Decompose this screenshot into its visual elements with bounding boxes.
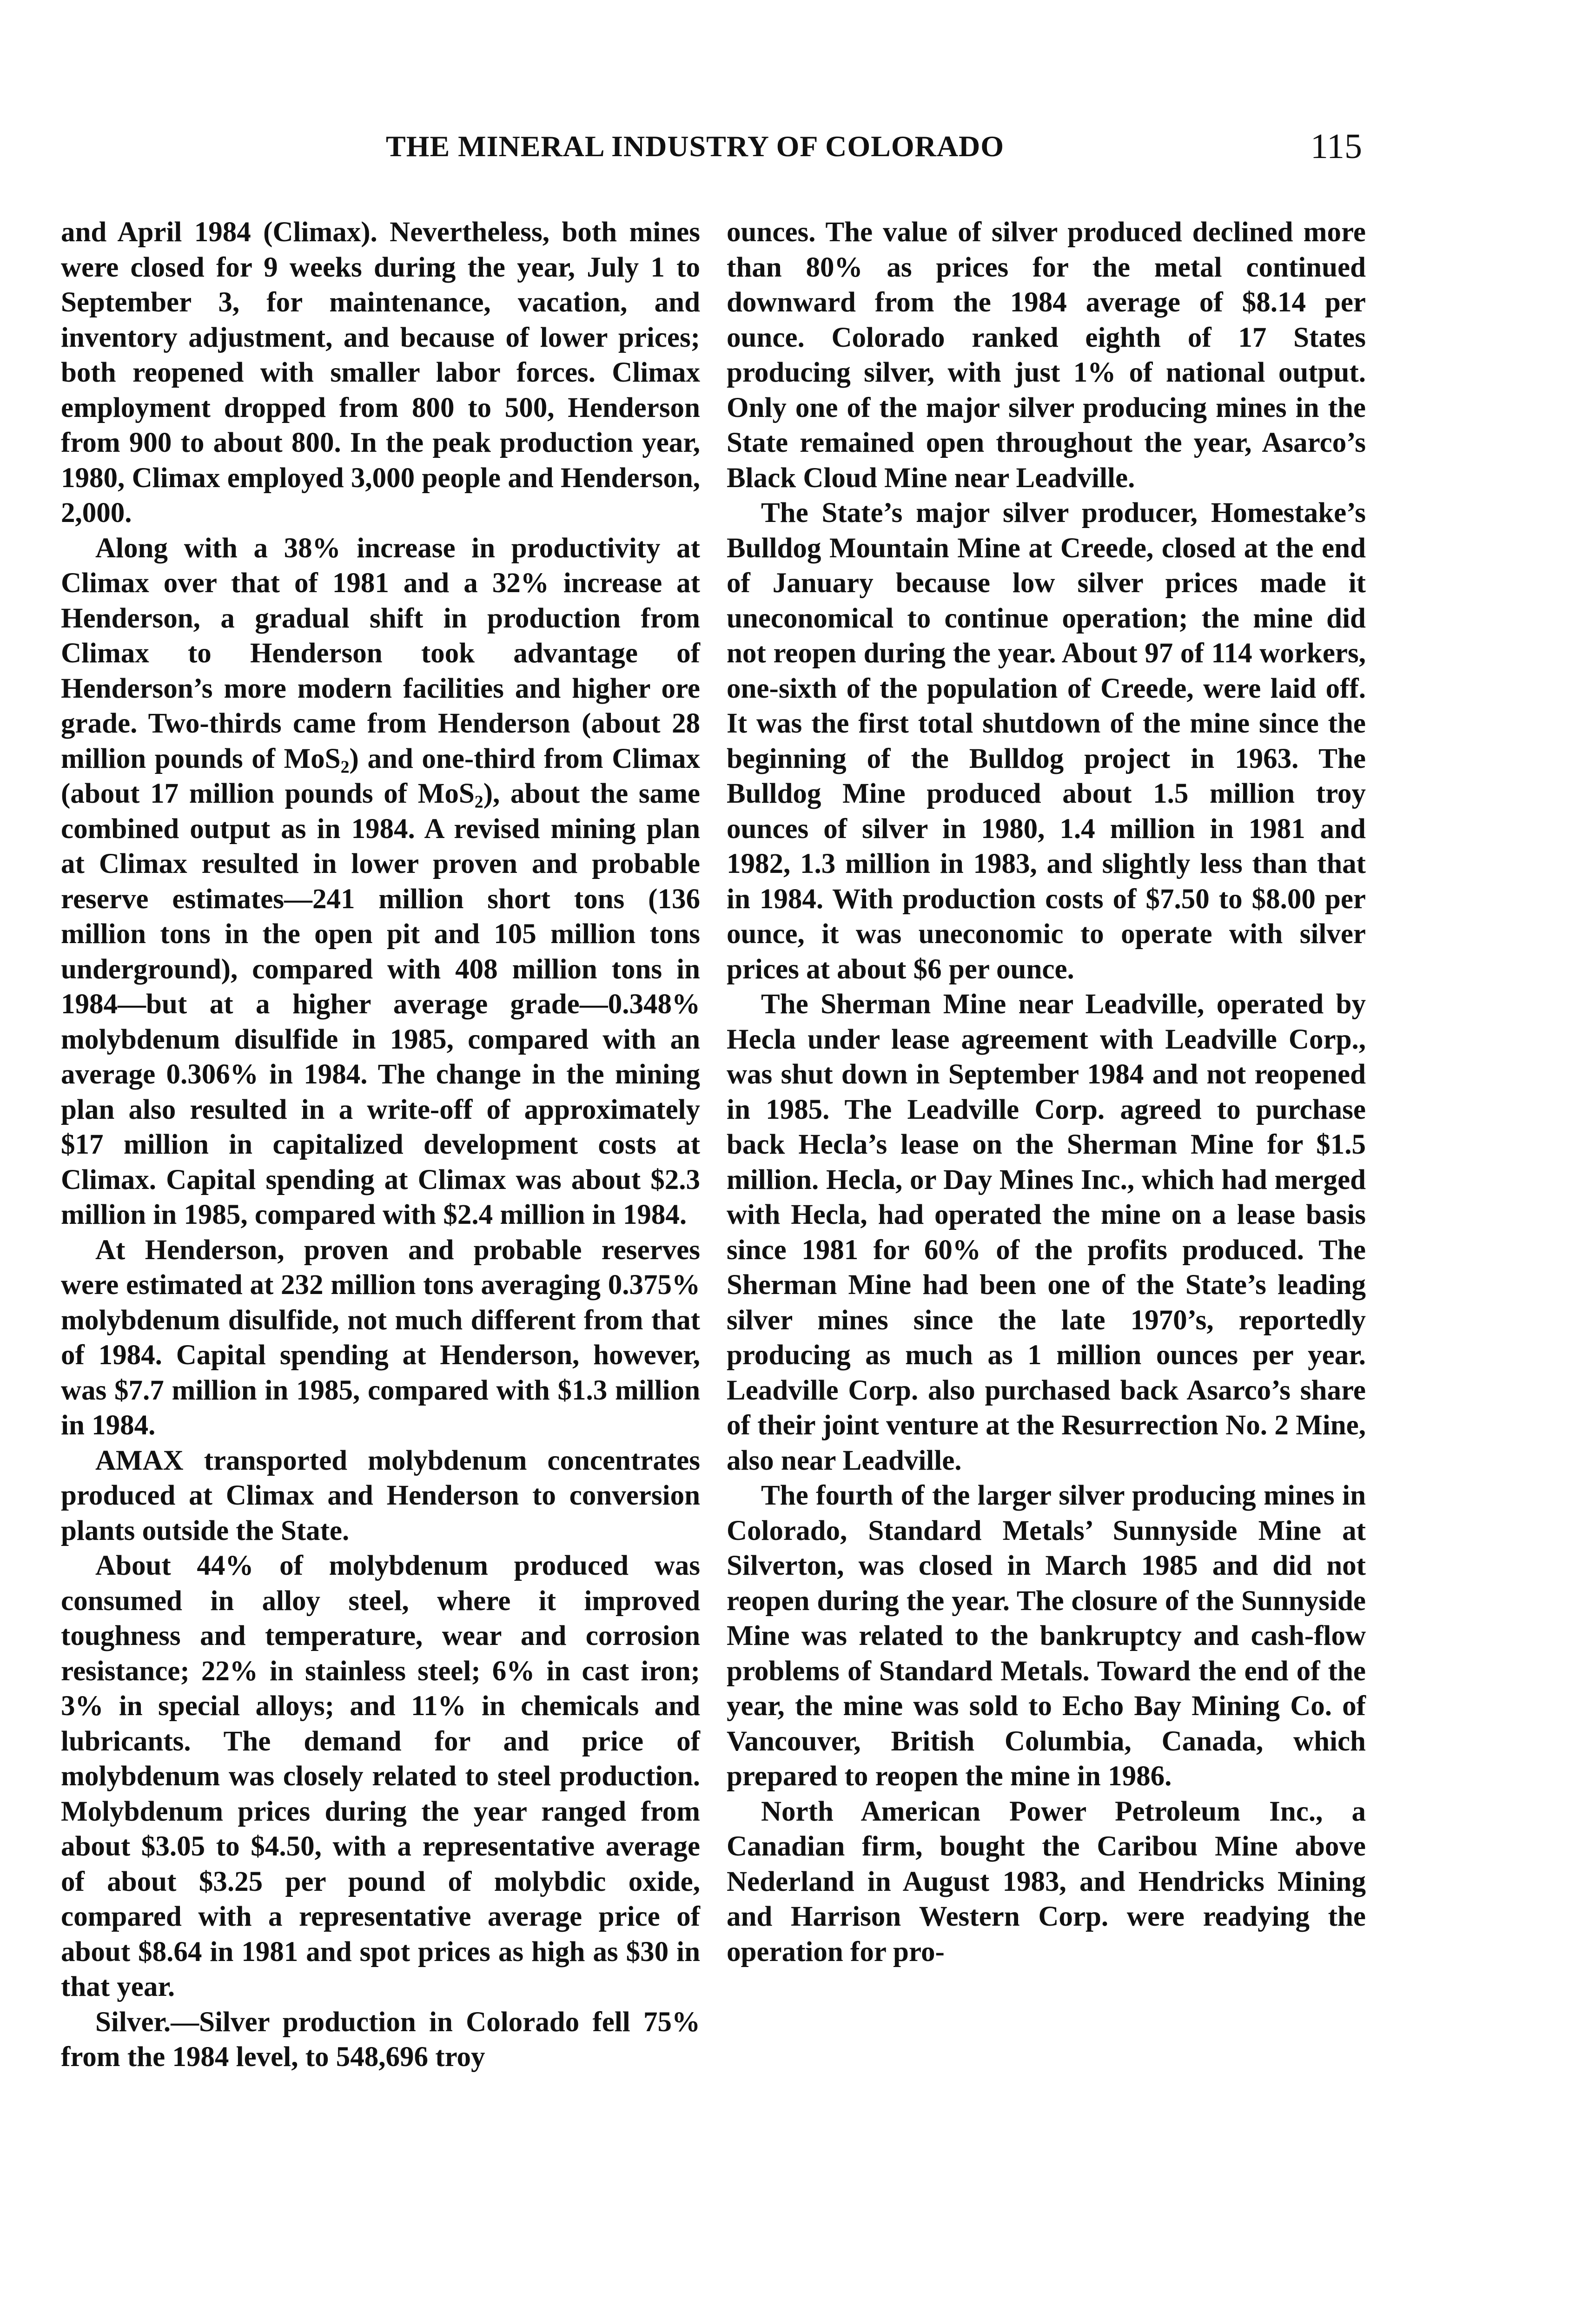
right-column [727, 215, 1366, 1969]
paragraph-caribou-mine: North American Power Petroleum Inc., a Canadian firm, bought the Caribou Mine above Nederland in August 1983, and Hendricks Mining and Harrison Western Corp. were readying the operation for pro- [727, 1796, 1366, 1967]
section-heading-silver: Silver. [95, 2006, 171, 2038]
paragraph-silver-intro [61, 2005, 700, 2075]
paragraph-henderson-reserves: At Henderson, proven and probable reserves were estimated at 232 million tons averaging 0.375% molybdenum disulfide, not much different from that of 1984. Capital spending at Henderson, however, was $7.7 million in 1985, compared with $1.3 million in 1984. [61, 1234, 700, 1441]
paragraph-silver-value: ounces. The value of silver produced declined more than 80% as prices for the metal continued downward from the 1984 average of $8.14 per ounce. Colorado ranked eighth of 17 States producing silver, with just 1% of national output. Only one of the major silver producing mines in the State remained open throughout the year, Asarco’s Black Cloud Mine near Leadville. [727, 217, 1366, 494]
paragraph-climax-closure: and April 1984 (Climax). Nevertheless, both mines were closed for 9 weeks during the year, July 1 to September 3, for maintenance, vacation, and inventory adjustment, and because of lower prices; both reopened with smaller labor forces. Climax employment dropped from 800 to 500, Henderson from 900 to about 800. In the peak production year, 1980, Climax employed 3,000 people and Henderson, 2,000. [61, 217, 700, 528]
running-header [60, 129, 1362, 171]
paragraph-amax-transport: AMAX transported molybdenum concentrates produced at Climax and Henderson to conversion plants outside the State. [61, 1445, 700, 1546]
left-column [61, 215, 700, 2075]
subscript: 2 [474, 792, 483, 812]
page-number: 115 [1310, 127, 1362, 166]
subscript: 2 [340, 757, 350, 777]
text-segment: ) and one-third from Climax (about 17 million pounds of MoS [61, 743, 700, 809]
paragraph-sherman-mine: The Sherman Mine near Leadville, operated by Hecla under lease agreement with Leadville Corp., was shut down in September 1984 and not reopened in 1985. The Leadville Corp. agreed to purchase back Hecla’s lease on the Sherman Mine for $1.5 million. Hecla, or Day Mines Inc., which had merged with Hecla, had operated the mine on a lease basis since 1981 for 60% of the profits produced. The Sherman Mine had been one of the State’s leading silver mines since the late 1970’s, reportedly producing as much as 1 million ounces per year. Leadville Corp. also purchased back Asarco’s share of their joint venture at the Resurrection No. 2 Mine, also near Leadville. [727, 989, 1366, 1476]
text-segment: ), about the same combined output as in 1984. A revised mining plan at Climax resulted in lower proven and probable reserve estimates—241 million short tons (136 million tons in the open pit and 105 million tons underground), compared with 408 million tons in 1984—but at a higher average grade—0.348% molybdenum disulfide in 1985, compared with an average 0.306% in 1984. The change in the mining plan also resulted in a write-off of approximately $17 million in capitalized development costs at Climax. Capital spending at Climax was about $2.3 million in 1985, compared with $2.4 million in 1984. [61, 778, 700, 1230]
paragraph-sunnyside-mine: The fourth of the larger silver producing mines in Colorado, Standard Metals’ Sunnyside Mine at Silverton, was closed in March 1985 and did not reopen during the year. The closure of the Sunnyside Mine was related to the bankruptcy and cash-flow problems of Standard Metals. Toward the end of the year, the mine was sold to Echo Bay Mining Co. of Vancouver, British Columbia, Canada, which prepared to reopen the mine in 1986. [727, 1480, 1366, 1792]
text-segment: —Silver production in Colorado fell 75% from the 1984 level, to 548,696 troy [61, 2006, 700, 2073]
paragraph-molybdenum-uses: About 44% of molybdenum produced was consumed in alloy steel, where it improved toughness and temperature, wear and corrosion resistance; 22% in stainless steel; 6% in cast iron; 3% in special alloys; and 11% in chemicals and lubricants. The demand for and price of molybdenum was closely related to steel production. Molybdenum prices during the year ranged from about $3.05 to $4.50, with a representative average of about $3.25 per pound of molybdic oxide, compared with a representative average price of about $8.64 in 1981 and spot prices as high as $30 in that year. [61, 1550, 700, 2002]
paragraph-bulldog-mine: The State’s major silver producer, Homestake’s Bulldog Mountain Mine at Creede, closed at the end of January because low silver prices made it uneconomical to continue operation; the mine did not reopen during the year. About 97 of 114 workers, one-sixth of the population of Creede, were laid off. It was the first total shutdown of the mine since the beginning of the Bulldog project in 1963. The Bulldog Mine produced about 1.5 million troy ounces of silver in 1980, 1.4 million in 1981 and 1982, 1.3 million in 1983, and slightly less than that in 1984. With production costs of $7.50 to $8.00 per ounce, it was uneconomic to operate with silver prices at about $6 per ounce. [727, 497, 1366, 985]
paragraph-productivity-shift [61, 531, 700, 1233]
text-segment: Along with a 38% increase in productivity at Climax over that of 1981 and a 32% increase at Henderson, a gradual shift in production from Climax to Henderson took advantage of Henderson’s more modern facilities and higher ore grade. Two-thirds came from Henderson (about 28 million pounds of MoS [61, 532, 700, 774]
running-title: THE MINERAL INDUSTRY OF COLORADO [386, 130, 1005, 163]
